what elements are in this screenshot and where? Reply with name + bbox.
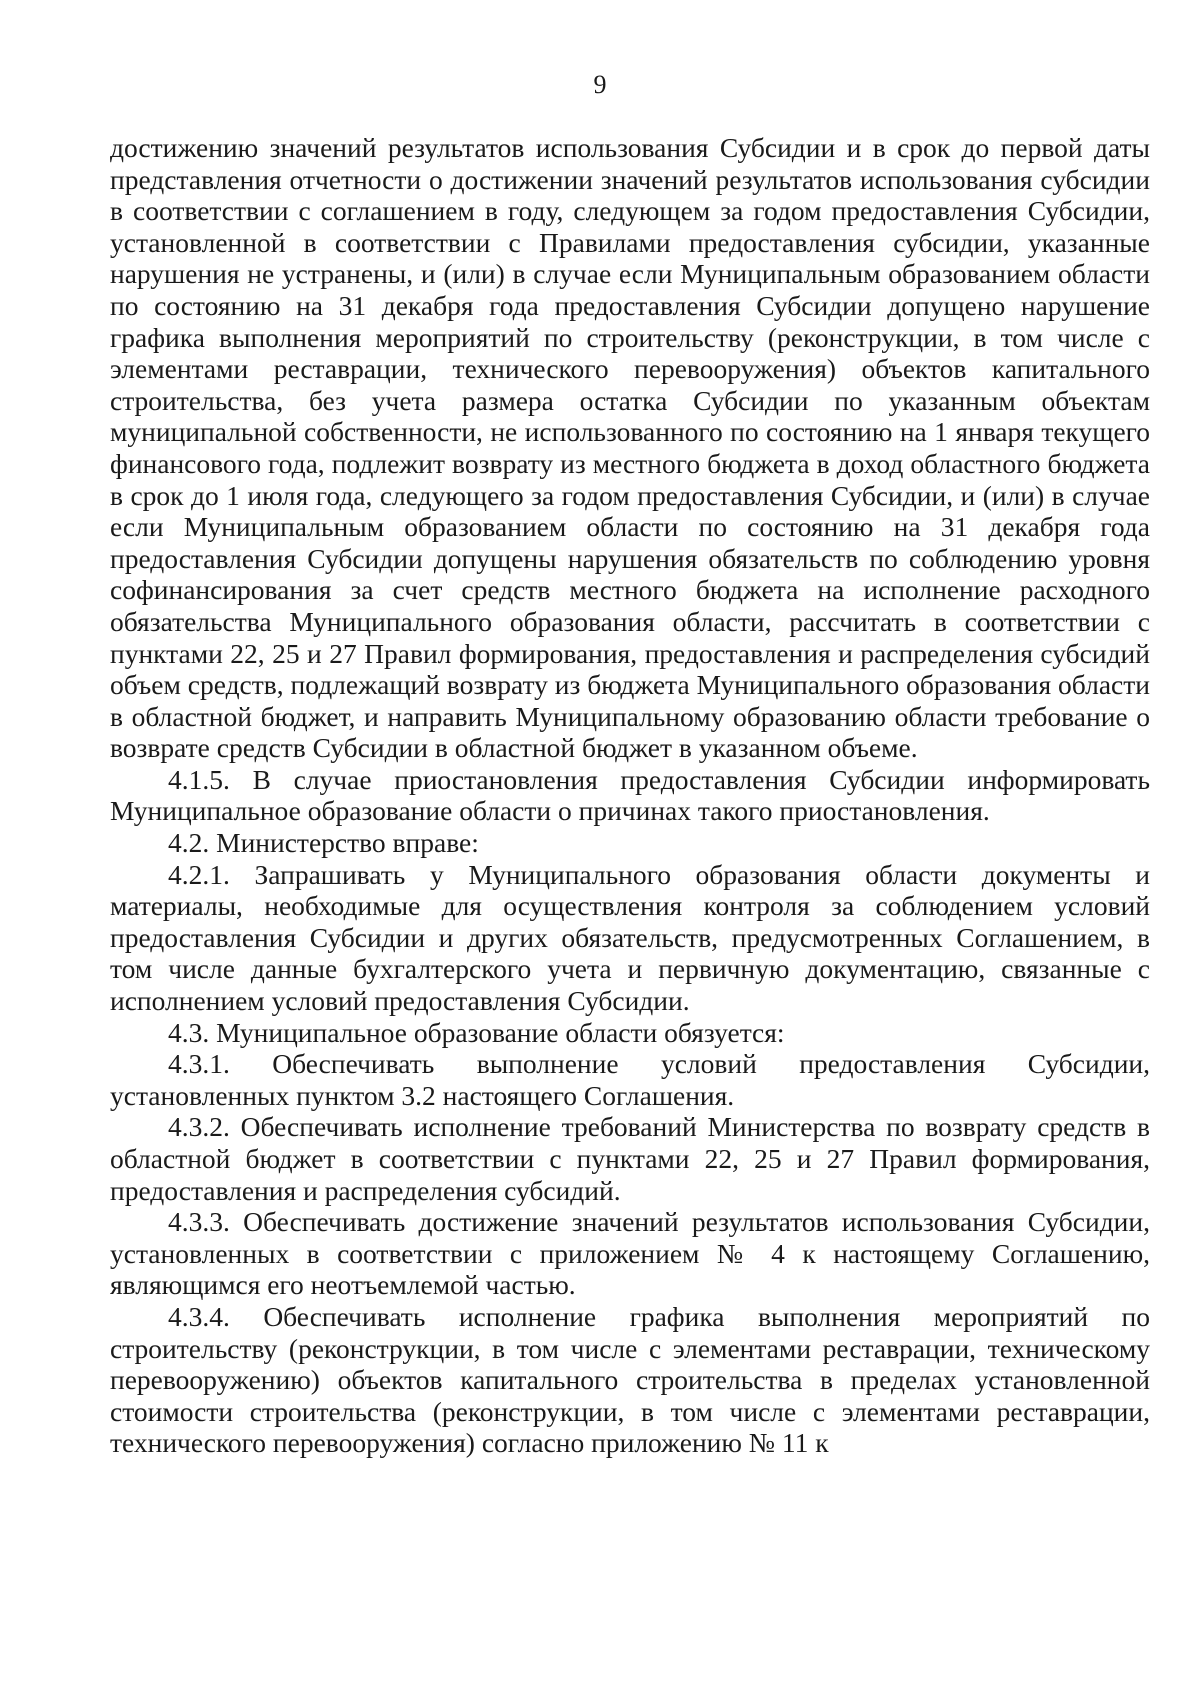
paragraph-4-2-1: 4.2.1. Запрашивать у Муниципального образования области документы и материалы, необходимые для осуществления контроля за соблюдением условий предоставления Субсидии и других обязательств, предусмотренных Соглашением, в том числе данные бухгалтерского учета и первичную документацию, связанные с исполнением условий предоставления Субсидии. (110, 858, 1150, 1017)
paragraph-continuation: достижению значений результатов использования Субсидии и в срок до первой даты представления отчетности о достижении значений результатов использования субсидии в соответствии с соглашением в году, следующем за годом предоставления Субсидии, установленной в соответствии с Правилами предоставления субсидии, указанные нарушения не устранены, и (или) в случае если Муниципальным образованием области по состоянию на 31 декабря года предоставления Субсидии допущено нарушение графика выполнения мероприятий по строительству (реконструкции, в том числе с элементами реставрации, технического перевооружения) объектов капитального строительства, без учета размера остатка Субсидии по указанным объектам муниципальной собственности, не использованного по состоянию на 1 января текущего финансового года, подлежит возврату из местного бюджета в доход областного бюджета в срок до 1 июля года, следующего за годом предоставления Субсидии, и (или) в случае если Муниципальным образованием области по состоянию на 31 декабря года предоставления Субсидии допущены нарушения обязательств по соблюдению уровня софинансирования за счет средств местного бюджета на исполнение расходного обязательства Муниципального образования области, рассчитать в соответствии с пунктами 22, 25 и 27 Правил формирования, предоставления и распределения субсидий объем средств, подлежащий возврату из бюджета Муниципального образования области в областной бюджет, и направить Муниципальному образованию области требование о возврате средств Субсидии в областной бюджет в указанном объеме. (110, 132, 1150, 764)
paragraph-4-3: 4.3. Муниципальное образование области обязуется: (168, 1016, 785, 1048)
paragraph-4-3-1: 4.3.1. Обеспечивать выполнение условий предоставления Субсидии, установленных пунктом 3.2 настоящего Соглашения. (110, 1048, 1150, 1111)
paragraph-4-2: 4.2. Министерство вправе: (168, 827, 479, 859)
document-body (110, 132, 1150, 1459)
paragraph-4-3-4: 4.3.4. Обеспечивать исполнение графика выполнения мероприятий по строительству (реконструкции, в том числе с элементами реставрации, техническому перевооружению) объектов капитального строительства в пределах установленной стоимости строительства (реконструкции, в том числе с элементами реставрации, технического перевооружения) согласно приложению № 11 к (110, 1300, 1150, 1459)
page-number: 9 (593, 70, 607, 99)
paragraph-4-3-2: 4.3.2. Обеспечивать исполнение требований Министерства по возврату средств в областной бюджет в соответствии с пунктами 22, 25 и 27 Правил формирования, предоставления и распределения субсидий. (110, 1111, 1150, 1206)
paragraph-4-1-5: 4.1.5. В случае приостановления предоставления Субсидии информировать Муниципальное образование области о причинах такого приостановления. (110, 763, 1150, 827)
paragraph-4-3-3: 4.3.3. Обеспечивать достижение значений результатов использования Субсидии, установленных в соответствии с приложением № 4 к настоящему Соглашению, являющимся его неотъемлемой частью. (110, 1206, 1150, 1301)
